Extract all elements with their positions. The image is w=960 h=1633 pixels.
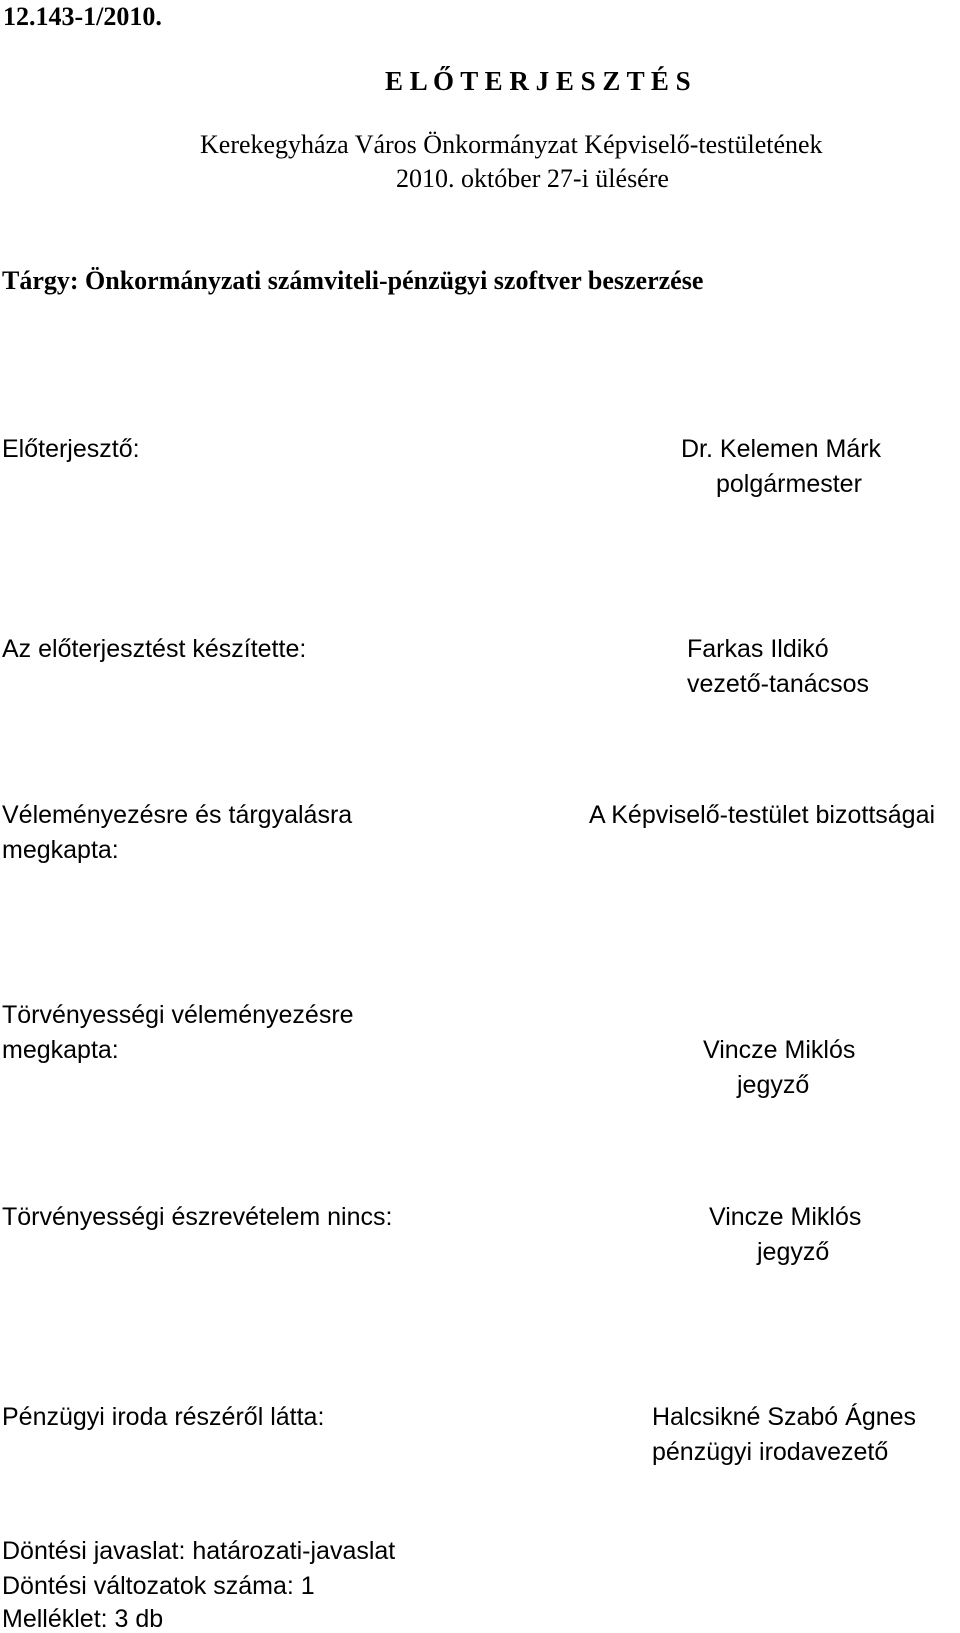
prepared-by-label: Az előterjesztést készítette: bbox=[2, 635, 307, 663]
attachment-count: Melléklet: 3 db bbox=[2, 1605, 164, 1633]
review-label-line-2: megkapta: bbox=[2, 836, 119, 864]
legality-remark-title: jegyző bbox=[757, 1238, 830, 1266]
legality-review-title: jegyző bbox=[737, 1071, 810, 1099]
document-number: 12.143-1/2010. bbox=[3, 2, 162, 31]
review-recipient: A Képviselő-testület bizottságai bbox=[589, 801, 936, 829]
legality-review-label-line-1: Törvényességi véleményezésre bbox=[2, 1001, 354, 1029]
legality-remark-label: Törvényességi észrevételem nincs: bbox=[2, 1203, 393, 1231]
finance-label: Pénzügyi iroda részéről látta: bbox=[2, 1403, 325, 1431]
document-heading: E L Ő T E R J E S Z T É S bbox=[385, 66, 691, 96]
submitter-label: Előterjesztő: bbox=[2, 435, 140, 463]
legality-review-name: Vincze Miklós bbox=[703, 1036, 856, 1064]
submitter-title: polgármester bbox=[716, 470, 862, 498]
subheading-line-1: Kerekegyháza Város Önkormányzat Képviselő-testületének bbox=[200, 130, 823, 159]
legality-remark-name: Vincze Miklós bbox=[709, 1203, 862, 1231]
decision-variants: Döntési változatok száma: 1 bbox=[2, 1572, 315, 1600]
subject-line: Tárgy: Önkormányzati számviteli-pénzügyi szoftver beszerzése bbox=[2, 266, 704, 295]
review-label-line-1: Véleményezésre és tárgyalásra bbox=[2, 801, 353, 829]
prepared-by-title: vezető-tanácsos bbox=[687, 670, 870, 698]
subheading-line-2: 2010. október 27-i ülésére bbox=[396, 164, 669, 193]
submitter-name: Dr. Kelemen Márk bbox=[681, 435, 882, 463]
legality-review-label-line-2: megkapta: bbox=[2, 1036, 119, 1064]
decision-proposal: Döntési javaslat: határozati-javaslat bbox=[2, 1537, 396, 1565]
prepared-by-name: Farkas Ildikó bbox=[687, 635, 829, 663]
finance-name: Halcsikné Szabó Ágnes bbox=[652, 1403, 917, 1431]
finance-title: pénzügyi irodavezető bbox=[652, 1438, 889, 1466]
